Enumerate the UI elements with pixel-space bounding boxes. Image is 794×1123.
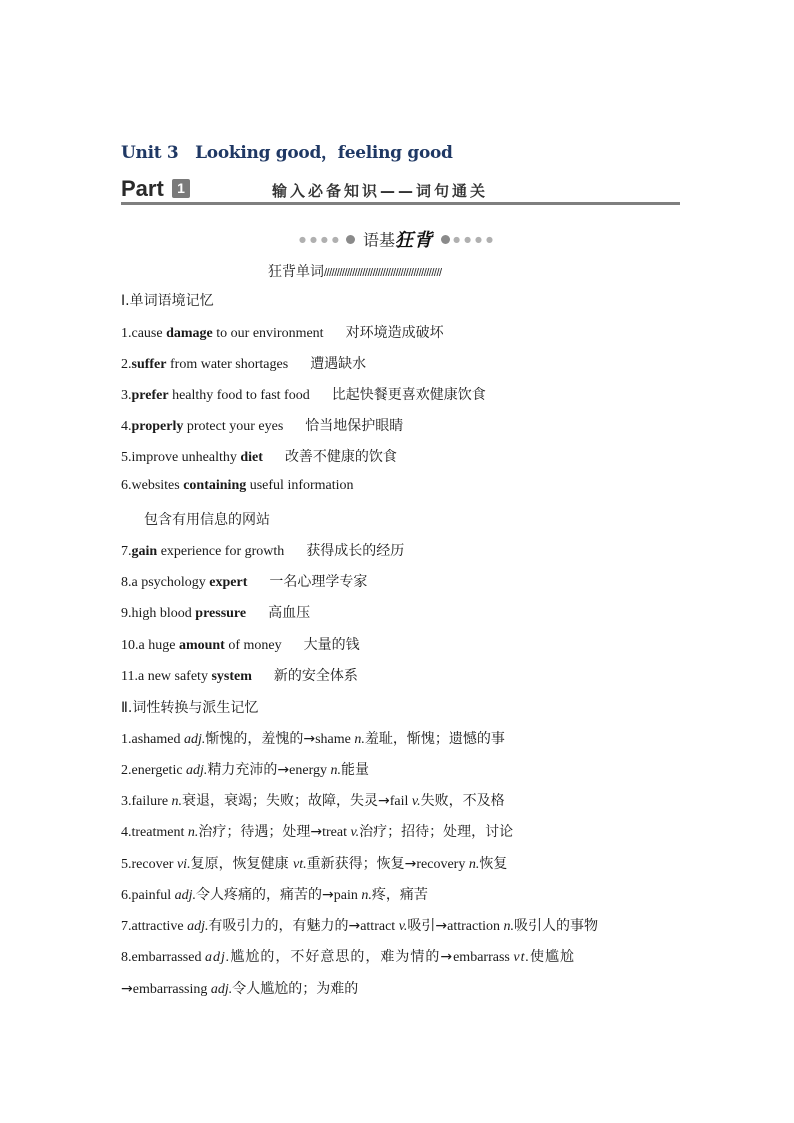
chinese-gloss: 惭愧的，羞愧的→ bbox=[205, 731, 316, 747]
vocab-bold: gain bbox=[131, 544, 158, 559]
vocab-bold: expert bbox=[209, 575, 248, 590]
chinese-gloss: 令人尴尬的；为难的 bbox=[232, 981, 359, 997]
vocab-item bbox=[121, 384, 486, 404]
chinese-gloss: 失败，不及格 bbox=[420, 793, 505, 809]
english-word: shame bbox=[315, 732, 355, 747]
vocab-pre: 4. bbox=[121, 419, 132, 434]
vocab-bold: system bbox=[211, 669, 252, 684]
english-word: treat bbox=[322, 825, 351, 840]
derivation-item bbox=[121, 946, 575, 966]
part-of-speech: vt. bbox=[293, 857, 307, 872]
vocab-post: protect your eyes bbox=[183, 419, 284, 434]
chinese-gloss: 疼，痛苦 bbox=[371, 887, 428, 903]
vocab-cn: 比起快餐更喜欢健康饮食 bbox=[331, 387, 486, 403]
derivation-item bbox=[121, 915, 598, 935]
vocab-item bbox=[121, 415, 403, 435]
chinese-gloss: 治疗；招待；处理，讨论 bbox=[359, 824, 514, 840]
english-word: recovery bbox=[416, 857, 469, 872]
vocab-cn: 新的安全体系 bbox=[273, 668, 358, 684]
chinese-gloss: 令人疼痛的，痛苦的→ bbox=[196, 887, 334, 903]
vocab-item bbox=[121, 478, 354, 494]
vocab-bold: prefer bbox=[131, 388, 169, 403]
part-of-speech: n. bbox=[503, 919, 514, 934]
vocab-bold: diet bbox=[240, 450, 263, 465]
part-of-speech: n. bbox=[171, 794, 183, 809]
vocab-item bbox=[121, 571, 367, 591]
vocab-pre: 1.cause bbox=[121, 326, 167, 341]
vocab-cn: 获得成长的经历 bbox=[306, 543, 405, 559]
derivation-item bbox=[121, 821, 513, 841]
chinese-gloss: 尴尬的，不好意思的，难为情的→ bbox=[230, 949, 454, 965]
derivation-item bbox=[121, 759, 369, 779]
dots-left-icon: ●●●● bbox=[298, 234, 343, 244]
english-word: embarrass bbox=[453, 950, 514, 965]
part-of-speech: adj. bbox=[183, 732, 206, 747]
vocab-pre: 2. bbox=[121, 357, 132, 372]
vocab-bold: pressure bbox=[195, 606, 247, 621]
chinese-gloss: 精力充沛的→ bbox=[207, 762, 290, 778]
chinese-gloss: 衰退，衰竭；失败；故障，失灵→ bbox=[182, 793, 390, 809]
part-of-speech: n. bbox=[361, 888, 372, 903]
part-of-speech: v. bbox=[398, 919, 408, 934]
english-word: embarrassing bbox=[132, 982, 211, 997]
part-label: Part bbox=[121, 176, 164, 201]
vocab-item bbox=[121, 602, 310, 622]
part-header bbox=[121, 174, 680, 206]
english-word: energy bbox=[289, 763, 331, 778]
english-word: attract bbox=[360, 919, 399, 934]
derivation-item bbox=[121, 853, 507, 873]
english-word: 3.failure bbox=[121, 794, 172, 809]
part-of-speech: adj. bbox=[187, 919, 209, 934]
vocab-cn: 恰当地保护眼睛 bbox=[305, 418, 404, 434]
vocab-pre: 6.websites bbox=[121, 478, 184, 493]
vocab-item bbox=[121, 353, 366, 373]
vocab-pre: 7. bbox=[121, 544, 132, 559]
vocab-post: experience for growth bbox=[157, 544, 285, 559]
vocab-pre: 11.a new safety bbox=[121, 669, 212, 684]
chinese-gloss: 吸引→ bbox=[407, 918, 448, 934]
derivation-item bbox=[121, 790, 505, 810]
part-of-speech: n. bbox=[330, 763, 342, 778]
part-of-speech: vi. bbox=[176, 857, 191, 872]
vocab-cn: 改善不健康的饮食 bbox=[284, 449, 397, 465]
banner-right-text: 狂背 bbox=[395, 230, 433, 251]
chinese-gloss: 吸引人的事物 bbox=[513, 918, 598, 934]
english-word: 7.attractive bbox=[121, 919, 188, 934]
vocab-cn: 大量的钱 bbox=[303, 637, 360, 653]
vocab-post: of money bbox=[224, 638, 282, 653]
english-word: pain bbox=[333, 888, 362, 903]
english-word: attraction bbox=[447, 919, 504, 934]
part-divider bbox=[121, 202, 680, 205]
part-of-speech: vt. bbox=[513, 950, 530, 965]
vocab-pre: 3. bbox=[121, 388, 132, 403]
chinese-gloss: 重新获得；恢复→ bbox=[306, 856, 417, 872]
vocab-cn: 包含有用信息的网站 bbox=[144, 512, 270, 528]
english-word: 2.energetic bbox=[121, 763, 187, 778]
vocab-post: to our environment bbox=[212, 326, 324, 341]
sub-banner-slashes: ////////////////////////////////////////////// bbox=[324, 267, 442, 279]
part-of-speech: adj. bbox=[204, 950, 231, 965]
vocab-post: healthy food to fast food bbox=[168, 388, 310, 403]
part-of-speech: adj. bbox=[174, 888, 197, 903]
english-word: 4.treatment bbox=[121, 825, 188, 840]
banner-left-text: 语基 bbox=[362, 230, 395, 250]
chinese-gloss: 有吸引力的，有魅力的→ bbox=[208, 918, 361, 934]
dots-right-icon: ●●●● bbox=[453, 234, 498, 244]
vocab-bold: amount bbox=[178, 638, 225, 653]
vocab-pre: 8.a psychology bbox=[121, 575, 210, 590]
vocab-cn: 遭遇缺水 bbox=[310, 356, 367, 372]
english-word: 5.recover bbox=[121, 857, 177, 872]
chinese-gloss: 羞耻，惭愧；遗憾的事 bbox=[364, 731, 505, 747]
vocab-item bbox=[121, 322, 444, 342]
vocab-pre: 9.high blood bbox=[121, 606, 196, 621]
derivation-item bbox=[121, 884, 428, 904]
vocab-pre: 10.a huge bbox=[121, 638, 179, 653]
part-of-speech: n. bbox=[468, 857, 480, 872]
chinese-gloss: 复原，恢复健康 bbox=[190, 856, 294, 872]
section2-heading: Ⅱ.词性转换与派生记忆 bbox=[121, 700, 259, 716]
section1-heading: Ⅰ.单词语境记忆 bbox=[121, 293, 214, 309]
vocab-item bbox=[121, 446, 397, 466]
dot-right-icon bbox=[441, 235, 450, 244]
english-word: 1.ashamed bbox=[121, 732, 184, 747]
chinese-gloss: 恢复 bbox=[479, 856, 508, 872]
english-word: 6.painful bbox=[121, 888, 175, 903]
part-of-speech: v. bbox=[350, 825, 360, 840]
part-of-speech: v. bbox=[411, 794, 421, 809]
vocab-post: useful information bbox=[246, 478, 354, 493]
vocab-bold: containing bbox=[183, 478, 247, 493]
chinese-gloss: 治疗；待遇；处理→ bbox=[198, 824, 323, 840]
vocab-post: from water shortages bbox=[166, 357, 289, 372]
vocab-item bbox=[121, 665, 358, 685]
sub-banner-label: 狂背单词 bbox=[268, 264, 324, 280]
vocab-item bbox=[121, 540, 404, 560]
part-subtitle: 输入必备知识——词句通关 bbox=[272, 182, 489, 200]
unit-title: Unit 3 Looking good，feeling good bbox=[121, 143, 453, 163]
vocab-bold: properly bbox=[131, 419, 184, 434]
section-banner bbox=[283, 226, 513, 250]
derivation-item bbox=[121, 728, 505, 748]
part-of-speech: adj. bbox=[210, 982, 233, 997]
english-word: fail bbox=[389, 794, 412, 809]
part-of-speech: adj. bbox=[186, 763, 208, 778]
sub-banner bbox=[268, 261, 442, 281]
part-of-speech: n. bbox=[187, 825, 199, 840]
derivation-item bbox=[121, 978, 358, 998]
vocab-item bbox=[121, 634, 360, 654]
chinese-gloss: 使尴尬 bbox=[529, 949, 575, 965]
chinese-gloss: → bbox=[121, 981, 133, 997]
english-word: 8.embarrassed bbox=[121, 950, 205, 965]
vocab-cn: 对环境造成破坏 bbox=[345, 325, 444, 341]
vocab-bold: suffer bbox=[131, 357, 167, 372]
dot-left-icon bbox=[346, 235, 355, 244]
chinese-gloss: 能量 bbox=[341, 762, 370, 778]
vocab-cn: 一名心理学专家 bbox=[269, 574, 368, 590]
vocab-item bbox=[144, 509, 270, 529]
vocab-cn: 高血压 bbox=[268, 605, 311, 621]
vocab-bold: damage bbox=[166, 326, 213, 341]
part-of-speech: n. bbox=[354, 732, 365, 747]
vocab-pre: 5.improve unhealthy bbox=[121, 450, 241, 465]
part-number-badge: 1 bbox=[172, 179, 190, 198]
